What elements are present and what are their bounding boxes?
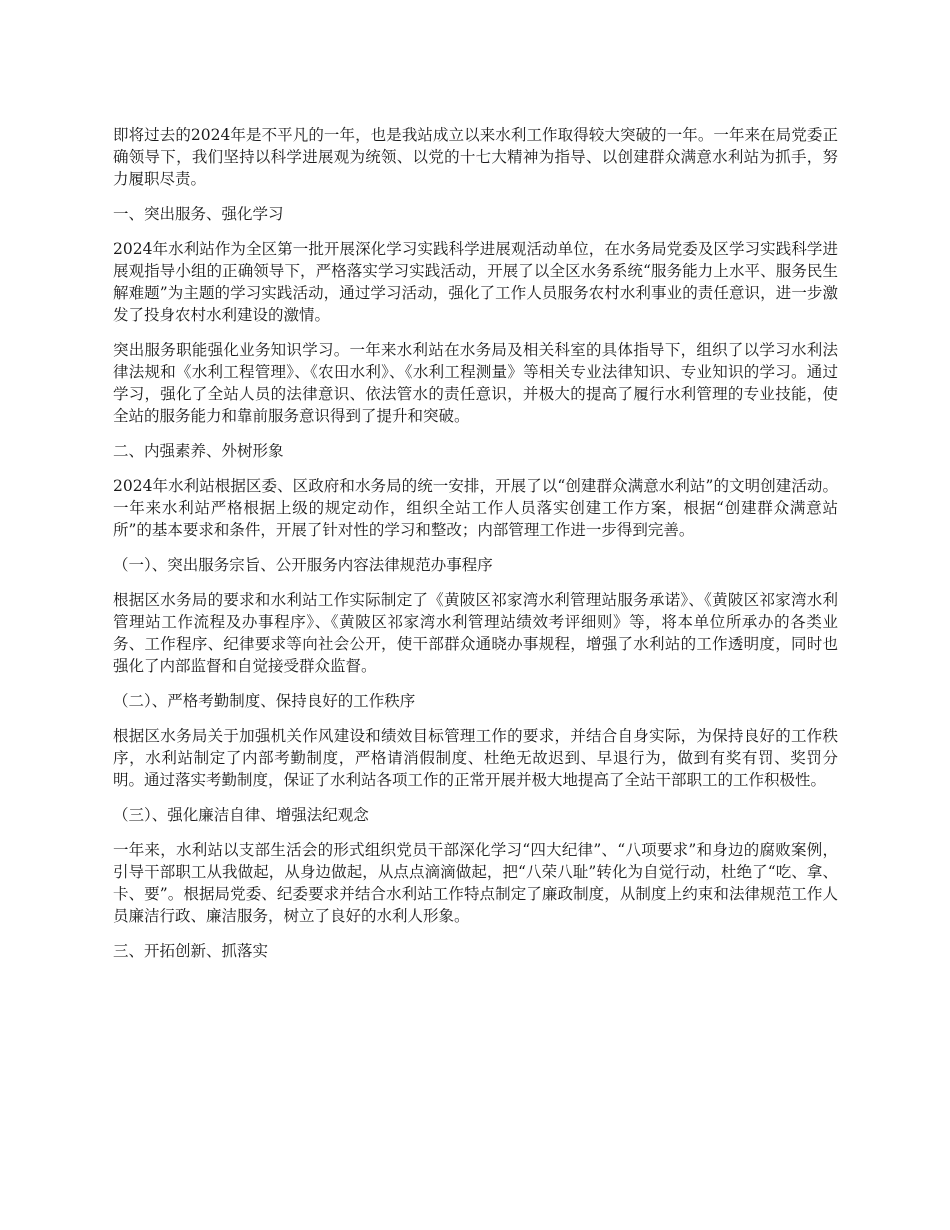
body-paragraph: 根据区水务局关于加强机关作风建设和绩效目标管理工作的要求，并结合自身实际，为保持良好的工作秩序，水利站制定了内部考勤制度，严格请消假制度、杜绝无故迟到、早退行为，做到有奖有罚、奖罚分明。通过落实考勤制度，保证了水利站各项工作的正常开展并极大地提高了全站干部职工的工作积极性。 (113, 727, 838, 789)
subsection-heading-1: （一）、突出服务宗旨、公开服务内容法律规范办事程序 (113, 556, 493, 574)
body-paragraph: 2024年水利站作为全区第一批开展深化学习实践科学进展观活动单位，在水务局党委及区学习实践科学进展观指导小组的正确领导下，严格落实学习实践活动，开展了以全区水务系统“服务能力上水平、服务民生解难题”为主题的学习实践活动，通过学习活动，强化了工作人员服务农村水利事业的责任意识，进一步激发了投身农村水利建设的激情。 (113, 240, 838, 324)
subsection-heading-2: （二）、严格考勤制度、保持良好的工作秩序 (113, 692, 416, 710)
subsection-heading-3: （三）、强化廉洁自律、增强法纪观念 (113, 806, 369, 824)
body-paragraph: 2024年水利站根据区委、区政府和水务局的统一安排，开展了以“创建群众满意水利站”的文明创建活动。一年来水利站严格根据上级的规定动作，组织全站工作人员落实创建工作方案，根据“创建群众满意站所”的基本要求和条件，开展了针对性的学习和整改；内部管理工作进一步得到完善。 (113, 477, 838, 539)
document-body (113, 124, 838, 975)
body-paragraph: 一年来，水利站以支部生活会的形式组织党员干部深化学习“四大纪律”、“八项要求”和身边的腐败案例，引导干部职工从我做起，从身边做起，从点点滴滴做起，把“八荣八耻”转化为自觉行动，杜绝了“吃、拿、卡、要”。根据局党委、纪委要求并结合水利站工作特点制定了廉政制度，从制度上约束和法律规范工作人员廉洁行政、廉洁服务，树立了良好的水利人形象。 (113, 841, 838, 925)
section-heading-2: 二、内强素养、外树形象 (113, 442, 284, 460)
section-heading-1: 一、突出服务、强化学习 (113, 205, 284, 223)
body-paragraph: 突出服务职能强化业务知识学习。一年来水利站在水务局及相关科室的具体指导下，组织了以学习水利法律法规和《水利工程管理》、《农田水利》、《水利工程测量》等相关专业法律知识、专业知识的学习。通过学习，强化了全站人员的法律意识、依法管水的责任意识，并极大的提高了履行水利管理的专业技能，使全站的服务能力和靠前服务意识得到了提升和突破。 (113, 341, 838, 425)
intro-paragraph: 即将过去的2024年是不平凡的一年，也是我站成立以来水利工作取得较大突破的一年。一年来在局党委正确领导下，我们坚持以科学进展观为统领、以党的十七大精神为指导、以创建群众满意水利站为抓手，努力履职尽责。 (113, 126, 838, 188)
body-paragraph: 根据区水务局的要求和水利站工作实际制定了《黄陂区祁家湾水利管理站服务承诺》、《黄陂区祁家湾水利管理站工作流程及办事程序》、《黄陂区祁家湾水利管理站绩效考评细则》等，将本单位所承办的各类业务、工作程序、纪律要求等向社会公开，使干部群众通晓办事规程，增强了水利站的工作透明度，同时也强化了内部监督和自觉接受群众监督。 (113, 591, 838, 675)
section-heading-3: 三、开拓创新、抓落实 (113, 942, 269, 960)
